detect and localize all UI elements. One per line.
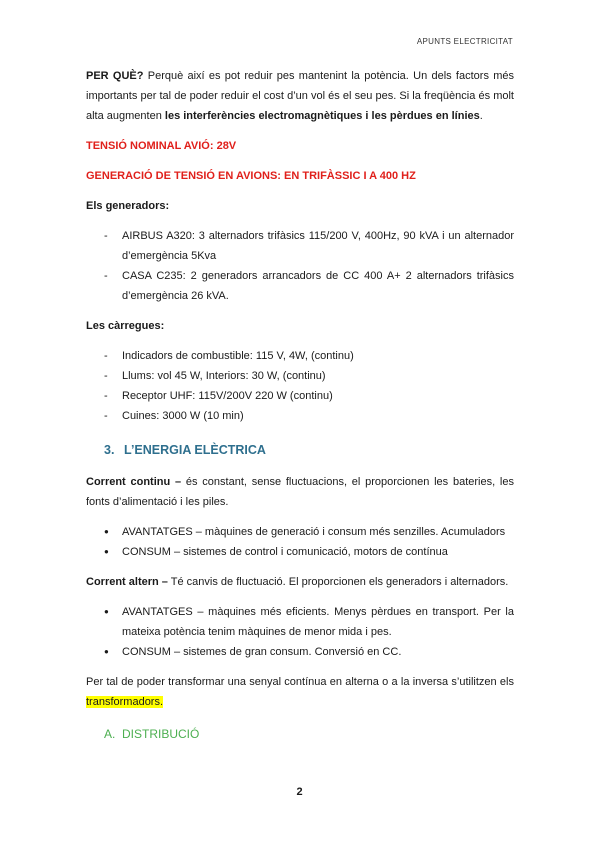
- closing-text: Per tal de poder transformar una senyal contínua en alterna o a la inversa s’utilitzen els: [86, 676, 514, 688]
- list-item: [86, 406, 514, 426]
- highlighted-term: transformadors.: [86, 696, 164, 708]
- page-number: 2: [296, 786, 303, 798]
- subsection-letter: A.: [104, 727, 116, 741]
- list-item: [86, 346, 514, 366]
- list-item-text: CASA C235: 2 generadors arrancadors de CC 400 A+ 2 alternadors trifàsics d’emergència 26 kVA.: [122, 270, 514, 302]
- dash-marker: -: [104, 370, 108, 382]
- closing-paragraph: [86, 672, 514, 712]
- list-item: [86, 602, 514, 642]
- dash-marker: -: [104, 350, 108, 362]
- list-item: [86, 642, 514, 662]
- list-item: [86, 266, 514, 306]
- generators-list: [86, 226, 514, 306]
- intro-end: .: [479, 110, 483, 122]
- list-item-text: AIRBUS A320: 3 alternadors trifàsics 115/200 V, 400Hz, 90 kVA i un alternador d’emergència 5Kva: [122, 230, 514, 262]
- bullet-icon: ●: [104, 527, 109, 536]
- section-number: 3.: [104, 443, 115, 457]
- loads-title: [86, 316, 514, 336]
- dash-marker: -: [104, 410, 108, 422]
- generation-heading: GENERACIÓ DE TENSIÓ EN AVIONS: EN TRIFÀSSIC I A 400 HZ: [86, 170, 416, 182]
- dash-marker: -: [104, 230, 108, 242]
- loads-list: [86, 346, 514, 426]
- ac-lead: Corrent altern –: [86, 576, 168, 588]
- list-item: [86, 226, 514, 266]
- bullet-icon: ●: [104, 607, 109, 616]
- ac-text: Té canvis de fluctuació. El proporcionen els generadors i alternadors.: [167, 576, 509, 588]
- list-item: [86, 386, 514, 406]
- dash-marker: -: [104, 390, 108, 402]
- intro-text: Perquè així es pot reduir pes mantenint la potència. Un dels factors més importants per tal de poder reduir el cost d’un vol és el seu pes. Si la freqüència és molt alta augmenten: [86, 70, 515, 122]
- list-item-text: Llums: vol 45 W, Interiors: 30 W, (continu): [122, 370, 326, 382]
- list-item: [86, 366, 514, 386]
- dash-marker: -: [104, 270, 108, 282]
- list-item-text: Cuines: 3000 W (10 min): [122, 410, 244, 422]
- bullet-icon: ●: [104, 547, 109, 556]
- list-item-text: AVANTATGES – màquines més eficients. Menys pèrdues en transport. Per la mateixa potència tenim màquines de menor mida i pes.: [122, 606, 514, 638]
- list-item-text: CONSUM – sistemes de control i comunicació, motors de contínua: [122, 546, 448, 558]
- page-content: [86, 66, 514, 744]
- intro-bold: les interferències electromagnètiques i les pèrdues en línies: [164, 110, 480, 122]
- list-item-text: Indicadors de combustible: 115 V, 4W, (continu): [122, 350, 354, 362]
- generators-title-text: Els generadors:: [86, 200, 170, 212]
- section-heading: [104, 440, 514, 460]
- subsection-title: DISTRIBUCIÓ: [122, 727, 200, 741]
- list-item: [86, 542, 514, 562]
- intro-lead: PER QUÈ?: [86, 70, 144, 82]
- dc-lead: Corrent continu –: [86, 476, 182, 488]
- list-item-text: CONSUM – sistemes de gran consum. Conversió en CC.: [122, 646, 402, 658]
- ac-bullets: [86, 602, 514, 662]
- subsection-heading: [104, 724, 514, 744]
- list-item-text: AVANTATGES – màquines de generació i consum més senzilles. Acumuladors: [122, 526, 506, 538]
- dc-paragraph: [86, 472, 514, 512]
- list-item-text: Receptor UHF: 115V/200V 220 W (continu): [122, 390, 333, 402]
- section-title: L’ENERGIA ELÈCTRICA: [124, 443, 266, 457]
- dc-text: és constant, sense fluctuacions, el proporcionen les bateries, les fonts d’alimentació i les piles.: [86, 476, 514, 508]
- bullet-icon: ●: [104, 647, 109, 656]
- nominal-voltage-heading: TENSIÓ NOMINAL AVIÓ: 28V: [86, 140, 237, 152]
- loads-title-text: Les càrregues:: [86, 320, 165, 332]
- generators-title: [86, 196, 514, 216]
- running-header: APUNTS ELECTRICITAT: [416, 37, 513, 46]
- dc-bullets: [86, 522, 514, 562]
- list-item: [86, 522, 514, 542]
- intro-paragraph: [86, 66, 514, 126]
- ac-paragraph: [86, 572, 514, 592]
